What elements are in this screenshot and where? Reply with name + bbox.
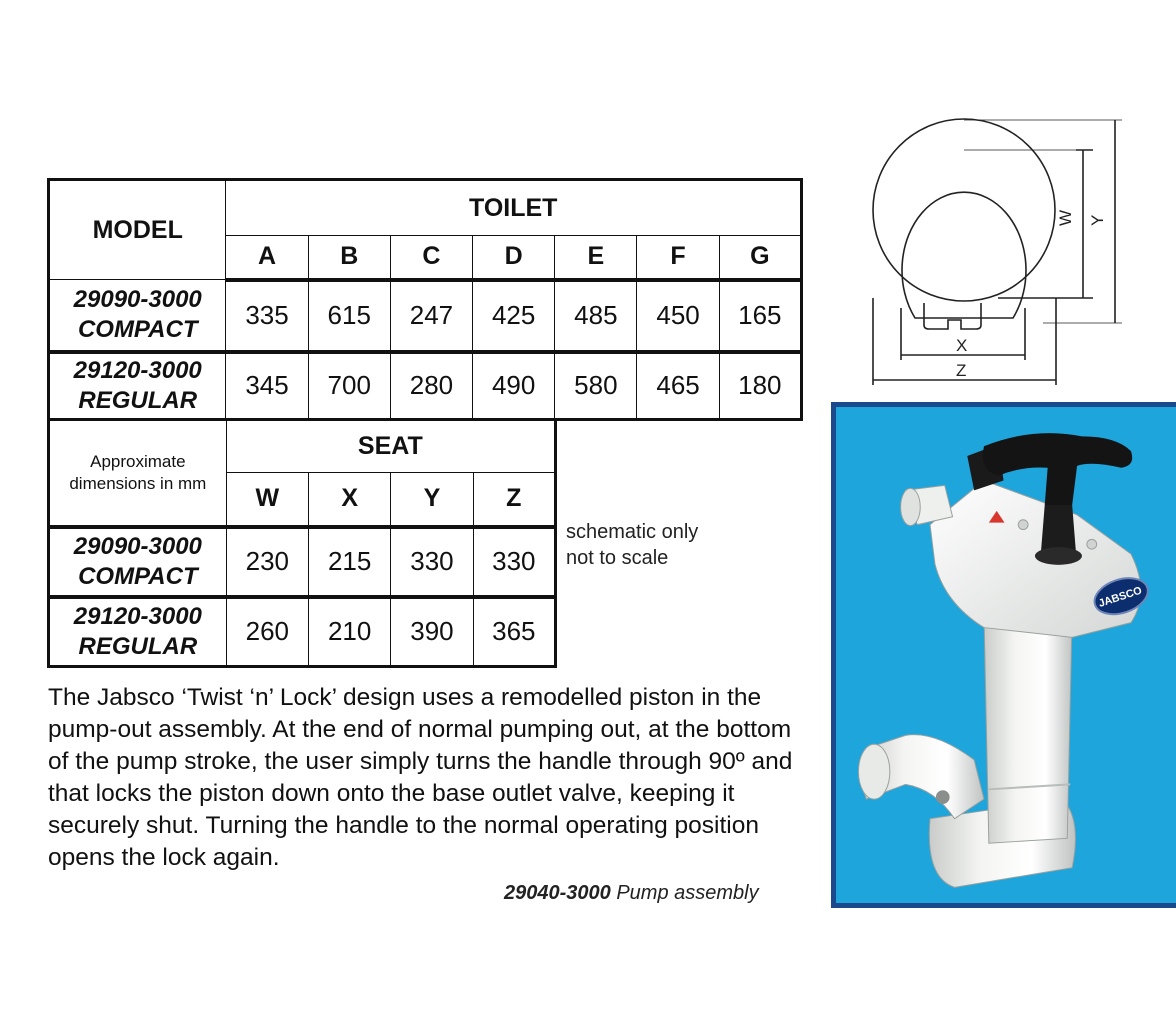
model-code: 29120-3000 [73,602,202,630]
toilet-header: TOILET [226,180,802,236]
table-row [49,597,556,667]
value-cell: 615 [308,280,390,352]
value-cell: 280 [390,352,472,420]
value-cell: 330 [473,527,555,597]
schematic-note-line1: schematic only [566,521,699,543]
value-cell: 365 [473,597,555,667]
column-header-g: G [719,236,801,280]
seat-hinge-tabs [924,303,981,329]
value-cell: 450 [637,280,719,352]
seat-schematic-diagram [858,108,1176,398]
column-header-z: Z [473,473,555,527]
value-cell: 210 [309,597,391,667]
model-cell [49,352,226,420]
x-label: X [956,336,968,355]
column-header-w: W [226,473,308,527]
z-label: Z [956,361,967,380]
value-cell: 580 [555,352,637,420]
value-cell: 165 [719,280,801,352]
column-header-d: D [473,236,555,280]
column-header-y: Y [391,473,473,527]
jabsco-brand-text: JABSCO [1097,584,1144,610]
y-label: Y [1088,214,1107,226]
seat-header: SEAT [226,421,555,473]
value-cell: 230 [226,527,308,597]
table-row [49,352,802,420]
model-code: 29120-3000 [73,356,202,384]
column-header-f: F [637,236,719,280]
value-cell: 247 [390,280,472,352]
model-name: REGULAR [78,632,198,660]
value-cell: 335 [226,280,308,352]
handle-stem [1041,505,1076,554]
w-label: W [1056,209,1075,226]
column-header-a: A [226,236,308,280]
value-cell: 490 [473,352,555,420]
model-cell [49,527,227,597]
seat-dimensions-table [47,420,557,668]
value-cell: 330 [391,527,473,597]
model-name: COMPACT [78,562,198,590]
value-cell: 215 [309,527,391,597]
schematic-note-line2: not to scale [566,547,669,569]
model-cell [49,597,227,667]
value-cell: 260 [226,597,308,667]
model-code: 29090-3000 [73,532,202,560]
column-header-x: X [309,473,391,527]
photo-caption [504,882,759,905]
toilet-dimensions-table [47,178,803,421]
model-name: REGULAR [78,386,198,414]
description-paragraph: The Jabsco ‘Twist ‘n’ Lock’ design uses a remodelled piston in the pump-out assembly. At the end of normal pumping out, at the bottom of the pump stroke, the user simply turns the handle through 90º and that locks the piston down onto the base outlet valve, keeping it securely shut. Turning the handle to the normal operating position opens the lock again. [48,684,793,871]
model-cell [49,280,226,352]
value-cell: 390 [391,597,473,667]
model-code: 29090-3000 [73,285,202,313]
dimensions-note: Approximate dimensions in mm [49,421,227,527]
value-cell: 700 [308,352,390,420]
model-header: MODEL [49,180,226,280]
table-row [49,527,556,597]
value-cell: 485 [555,280,637,352]
caption-text: Pump assembly [616,882,759,904]
seat-outer-outline [873,119,1055,301]
caption-part-number: 29040-3000 [504,882,611,904]
pump-cylinder [984,613,1072,843]
column-header-c: C [390,236,472,280]
column-header-e: E [555,236,637,280]
value-cell: 465 [637,352,719,420]
value-cell: 425 [473,280,555,352]
value-cell: 345 [226,352,308,420]
seat-inner-outline [902,192,1026,318]
value-cell: 180 [719,352,801,420]
model-name: COMPACT [77,315,198,343]
column-header-b: B [308,236,390,280]
table-row [49,280,802,352]
pump-assembly-photo [831,402,1176,908]
schematic-note [566,519,698,571]
